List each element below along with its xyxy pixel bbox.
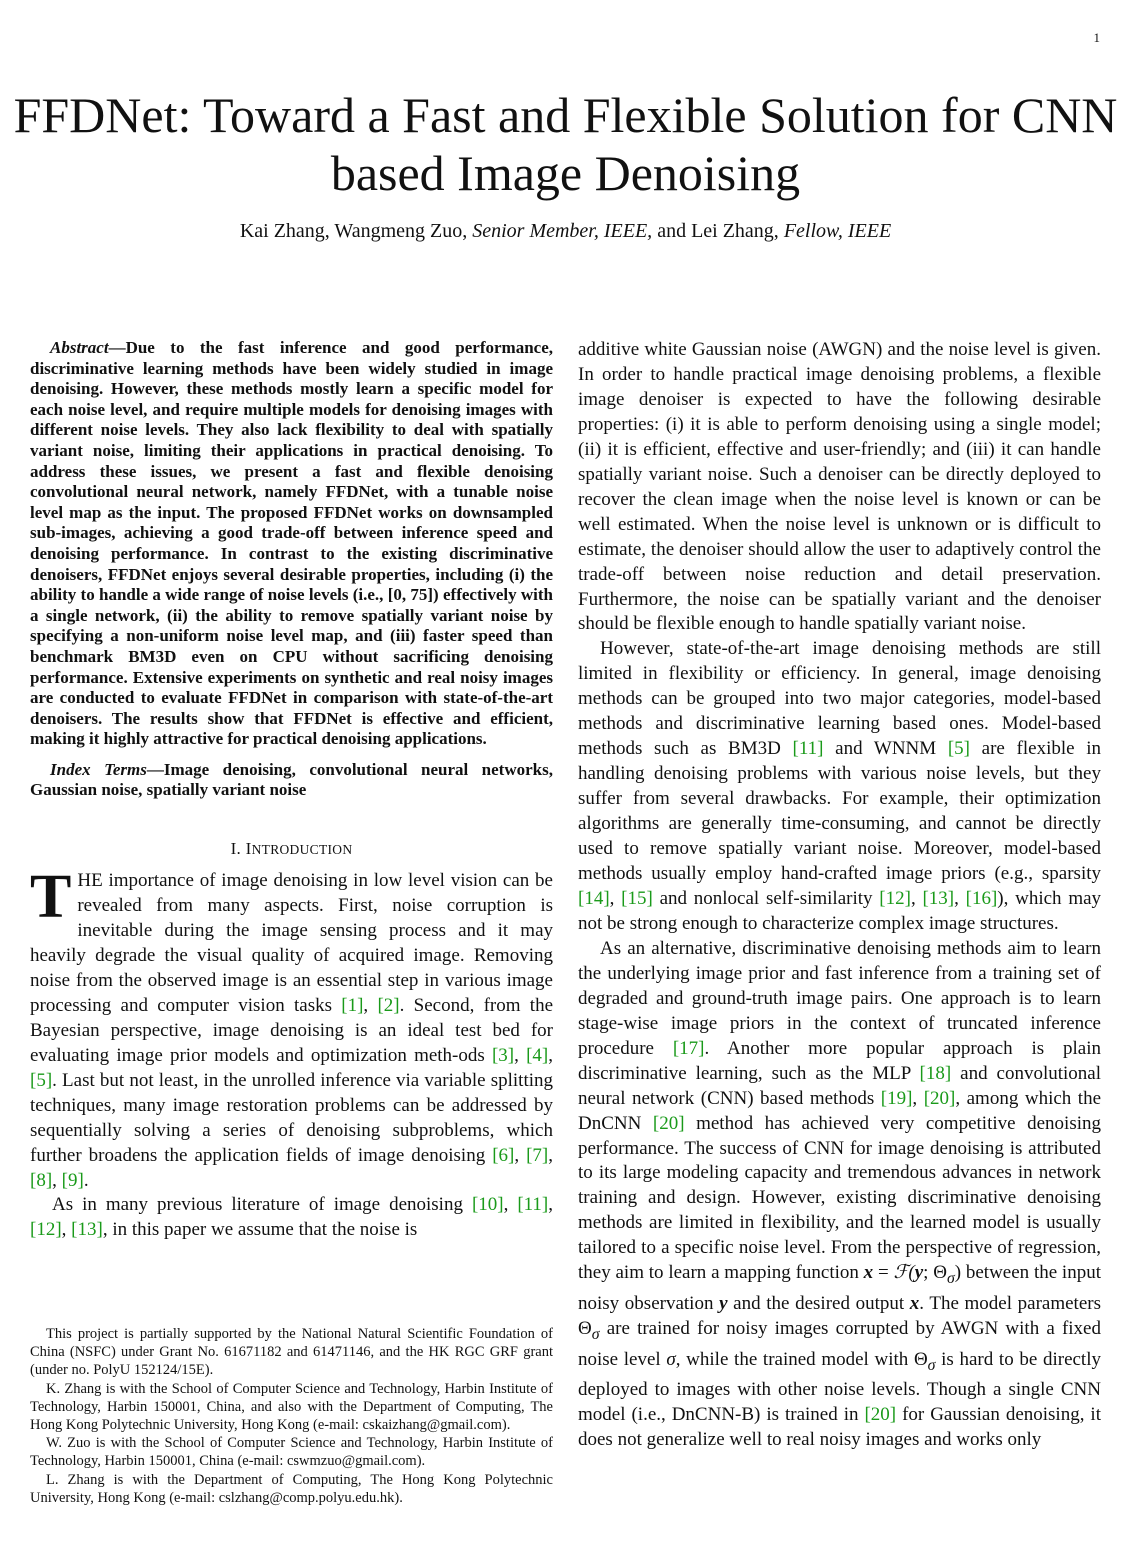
text-run: , — [910, 887, 923, 909]
citation-link[interactable]: [7] — [526, 1144, 549, 1166]
page-number: 1 — [1093, 30, 1100, 45]
citation-link[interactable]: [1] — [341, 994, 364, 1016]
abstract-label: Abstract — [50, 338, 109, 357]
abstract-text: —Due to the fast inference and good performance, discriminative learning methods have been widely studied in image denoising. However, these methods mostly learn a specific model for each noise level, and require multiple models for denoising images with different noise levels. They also lack flexibility to deal with spatially variant noise, limiting their applications in practical denoising. To address these issues, we present a fast and flexible denoising convolutional neural network, namely FFDNet, with a tunable noise level map as the input. The proposed FFDNet works on downsampled sub-images, achieving a good trade-off between inference speed and denoising performance. In contrast to the existing discriminative denoisers, FFDNet enjoys several desirable properties, including (i) the ability to handle a wide range of noise levels (i.e., [0, 75]) effectively with a single network, (ii) the ability to remove spatially variant noise by specifying a non-uniform noise level map, and (iii) faster speed than benchmark BM3D even on CPU without sacrificing denoising performance. Extensive experiments on synthetic and real noisy images are conducted to evaluate FFDNet in comparison with state-of-the-art denoisers. The results show that FFDNet is effective and efficient, making it highly attractive for practical denoising applications. — [30, 338, 553, 749]
text-run: between the input noisy observation — [578, 1262, 1101, 1315]
citation-link[interactable]: [13] — [922, 887, 955, 909]
text-run: and convolutional neural network (CNN) based methods — [578, 1062, 1101, 1109]
citation-link[interactable]: [15] — [621, 887, 653, 909]
text-run: , — [514, 1044, 527, 1066]
paper-title: FFDNet: Toward a Fast and Flexible Solution for CNN based Image Denoising — [13, 87, 1118, 201]
section-title-rest: NTRODUCTION — [251, 842, 353, 858]
text-run: method has achieved very competitive denoising performance. The success of CNN for image denoising is attributed to its large modeling capacity and tremendous advances in network training and design. However, existing discriminative denoising methods are limited in flexibility, and the learned model is usually tailored to a specific noise level. From the perspective of regression, they aim to learn a mapping function — [578, 1112, 1101, 1284]
text-run: , — [503, 1194, 518, 1216]
math-var: y — [719, 1293, 728, 1315]
text-run: and the desired output — [727, 1293, 910, 1315]
text-run: are trained for noisy images corrupted by AWGN with a fixed noise level — [578, 1317, 1101, 1370]
citation-link[interactable]: [16] — [965, 887, 998, 909]
text-run: , among which the DnCNN — [578, 1087, 1102, 1134]
text-run: . Second, from the Bayesian perspective, image denoising is an ideal test bed for evaluating image prior models and optimization meth-ods — [30, 994, 554, 1066]
text-run: , while the trained model with Θ — [675, 1348, 928, 1370]
citation-link[interactable]: [10] — [471, 1194, 504, 1216]
citation-link[interactable]: [17] — [672, 1037, 705, 1059]
text-run: , — [548, 1194, 554, 1216]
math-var: y — [914, 1262, 924, 1284]
math-text: ; Θ — [923, 1262, 947, 1284]
math-var: x — [909, 1293, 920, 1315]
footnote-author-zhang-kai: K. Zhang is with the School of Computer Science and Technology, Harbin Institute of Technology, Harbin 150001, China, and also with the Department of Computing, The Hong Kong Polytechnic University, Hong Kong (e-mail: cskaizhang@gmail.com). — [30, 1380, 553, 1434]
text-run: are flexible in handling denoising problems with various noise levels, but they suffer from several drawbacks. For example, their optimization algorithms are generally time-consuming, and cannot be directly used to remove spatially variant noise. Moreover, model-based methods usually employ hand-crafted image priors (e.g., sparsity — [578, 738, 1102, 885]
citation-link[interactable]: [14] — [578, 887, 610, 909]
text-run: , — [548, 1144, 553, 1166]
section-heading-introduction — [30, 839, 553, 859]
index-terms-label: Index Terms — [50, 759, 147, 779]
text-run: and WNNM — [823, 738, 948, 760]
citation-link[interactable]: [18] — [919, 1062, 952, 1084]
text-run: = — [873, 1262, 894, 1284]
citation-link[interactable]: [5] — [30, 1069, 53, 1091]
footnotes — [30, 1325, 553, 1507]
dropcap: T — [30, 863, 72, 932]
author-list — [0, 218, 1131, 244]
citation-link[interactable]: [12] — [30, 1219, 62, 1241]
citation-link[interactable]: [9] — [61, 1169, 84, 1191]
citation-link[interactable]: [5] — [947, 738, 970, 760]
authors-text-2: and Lei Zhang, — [652, 220, 784, 242]
right-paragraph-2 — [578, 637, 1101, 936]
math-var: σ — [666, 1348, 676, 1370]
text-run: , — [363, 994, 378, 1016]
text-run: , — [514, 1144, 527, 1166]
text-run: , — [609, 887, 622, 909]
text-run: . — [83, 1169, 89, 1191]
intro-paragraph-2 — [30, 1193, 553, 1243]
citation-link[interactable]: [8] — [30, 1169, 53, 1191]
citation-link[interactable]: [20] — [923, 1087, 956, 1109]
text-run: As an alternative, discriminative denoising methods aim to learn the underlying image prior and fast inference from a training set of degraded and ground-truth image pairs. One approach is to learn stage-wise image priors in the context of truncated inference procedure — [578, 937, 1101, 1059]
citation-link[interactable]: [19] — [880, 1087, 913, 1109]
math-var: x — [863, 1262, 874, 1284]
citation-link[interactable]: [13] — [71, 1219, 103, 1241]
abstract — [30, 338, 553, 750]
text-run: . Last but not least, in the unrolled inference via variable splitting techniques, many image restoration problems can be addressed by sequentially solving a series of denoising subproblems, which further broadens the application fields of image denoising — [30, 1069, 553, 1166]
citation-link[interactable]: [4] — [526, 1044, 549, 1066]
text-run: , — [912, 1087, 924, 1109]
index-terms-text: —Image denoising, convolutional neural networks, Gaussian noise, spatially variant noise — [30, 759, 553, 800]
authors-membership-2: Fellow, IEEE — [783, 220, 892, 242]
text-run: . The model parameters Θ — [578, 1293, 1101, 1339]
index-terms — [30, 760, 553, 801]
text-run: for Gaussian denoising, it does not generalize well to real noisy images and works only — [578, 1404, 1101, 1451]
authors-text-1: Kai Zhang, Wangmeng Zuo, — [239, 220, 473, 242]
text-run: , in this paper we assume that the noise is — [102, 1219, 418, 1241]
intro-paragraph-1 — [30, 863, 554, 1193]
text-run: . Another more popular approach is plain discriminative learning, such as the MLP — [578, 1037, 1101, 1084]
right-column — [578, 338, 1101, 1453]
citation-link[interactable]: [11] — [792, 738, 824, 760]
text-run: , — [52, 1169, 62, 1191]
footnote-author-zuo: W. Zuo is with the School of Computer Science and Technology, Harbin Institute of Technology, Harbin 150001, China (e-mail: cswmzuo@gmail.com). — [30, 1435, 553, 1470]
citation-link[interactable]: [11] — [517, 1194, 549, 1216]
text-run: , — [954, 887, 966, 909]
text-run: and nonlocal self-similarity — [652, 887, 880, 909]
math-func: ℱ( — [893, 1262, 915, 1284]
citation-link[interactable]: [6] — [492, 1144, 515, 1166]
math-subscript: σ — [591, 1325, 600, 1343]
math-subscript: σ — [946, 1270, 955, 1288]
footnote-funding: This project is partially supported by the National Natural Scientific Foundation of China (NSFC) under Grant No. 61671182 and 61471146, and the HK RGC GRF grant (under no. PolyU 152124/15E). — [30, 1326, 553, 1379]
citation-link[interactable]: [12] — [879, 887, 911, 909]
citation-link[interactable]: [3] — [491, 1044, 515, 1066]
citation-link[interactable]: [20] — [652, 1112, 685, 1134]
citation-link[interactable]: [2] — [377, 994, 400, 1016]
citation-link[interactable]: [20] — [864, 1404, 897, 1426]
right-paragraph-3 — [578, 937, 1101, 1453]
math-subscript: σ — [927, 1356, 936, 1374]
text-run: , — [61, 1219, 72, 1241]
text-run: However, state-of-the-art image denoising methods are still limited in flexibility or efficiency. In general, image denoising methods can be grouped into two major categories, model-based methods and discriminative learning based ones. Model-based methods such as BM3D — [578, 638, 1101, 760]
authors-membership-1: Senior Member, IEEE, — [472, 220, 653, 242]
text-run: is hard to be directly deployed to images with other noise levels. Though a single CNN model (i.e., DnCNN-B) is trained in — [578, 1348, 1101, 1426]
section-number: I. — [230, 839, 246, 859]
text-run: As in many previous literature of image denoising — [52, 1194, 472, 1216]
right-paragraph-1: additive white Gaussian noise (AWGN) and the noise level is given. In order to handle practical image denoising problems, a flexible image denoiser is expected to have the following desirable properties: (i) it is able to perform denoising using a single model; (ii) it is efficient, effective and user-friendly; and (iii) it can handle spatially variant noise. Such a denoiser can be directly deployed to recover the clean image when the noise level is known or can be well estimated. When the noise level is unknown or is difficult to estimate, the denoiser should allow the user to adaptively control the trade-off between noise reduction and detail preservation. Furthermore, the noise can be spatially variant and the denoiser should be flexible enough to handle spatially variant noise. — [578, 339, 1101, 635]
text-run: , — [548, 1044, 553, 1066]
section-title-initial: I — [245, 839, 252, 859]
text-run: HE importance of image denoising in low level vision can be revealed from many aspects. First, noise corruption is inevitable during the image sensing process and it may heavily degrade the visual quality of acquired image. Removing noise from the observed image is an essential step in various image processing and computer vision tasks — [30, 870, 553, 1016]
text-run: ), which may not be strong enough to characterize complex image structures. — [578, 887, 1102, 934]
left-column — [30, 338, 553, 1243]
footnote-author-zhang-lei: L. Zhang is with the Department of Computing, The Hong Kong Polytechnic University, Hong Kong (e-mail: cslzhang@comp.polyu.edu.hk). — [30, 1471, 553, 1506]
math-text: ) — [954, 1262, 962, 1284]
